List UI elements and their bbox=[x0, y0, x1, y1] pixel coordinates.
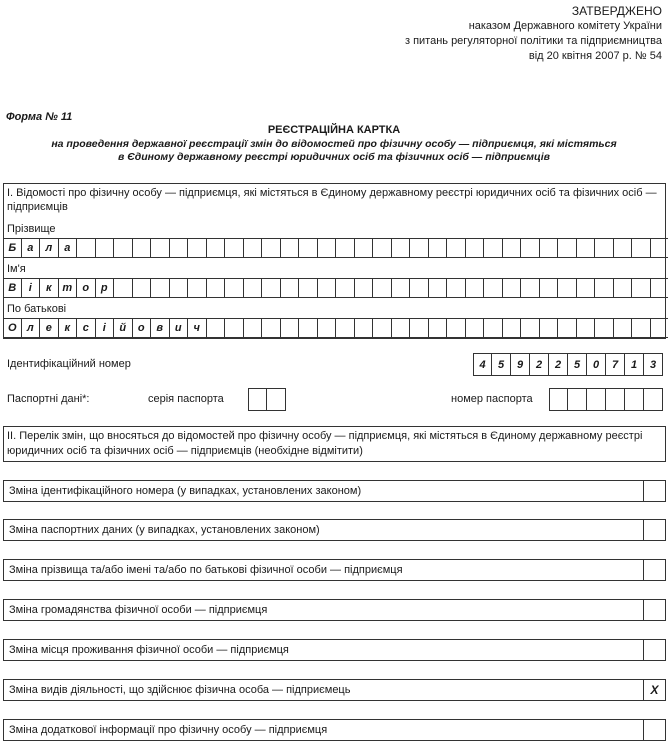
patronymic-cell[interactable] bbox=[614, 318, 633, 338]
surname-cell[interactable] bbox=[281, 238, 300, 258]
surname-cell[interactable] bbox=[151, 238, 170, 258]
id-digit-cell[interactable]: 0 bbox=[587, 353, 606, 376]
passport-series-cell[interactable] bbox=[267, 388, 286, 411]
name-cell[interactable] bbox=[225, 278, 244, 298]
surname-cell[interactable] bbox=[133, 238, 152, 258]
name-cell[interactable] bbox=[503, 278, 522, 298]
surname-cell[interactable] bbox=[484, 238, 503, 258]
surname-cell[interactable] bbox=[540, 238, 559, 258]
patronymic-cell[interactable] bbox=[262, 318, 281, 338]
surname-cell[interactable] bbox=[651, 238, 668, 258]
surname-cell[interactable] bbox=[410, 238, 429, 258]
name-cell[interactable] bbox=[151, 278, 170, 298]
name-cell[interactable] bbox=[429, 278, 448, 298]
id-number-field[interactable] bbox=[473, 353, 663, 376]
name-cell[interactable] bbox=[373, 278, 392, 298]
name-cell[interactable] bbox=[114, 278, 133, 298]
id-digit-cell[interactable]: 2 bbox=[530, 353, 549, 376]
patronymic-cell[interactable] bbox=[318, 318, 337, 338]
patronymic-cell[interactable] bbox=[595, 318, 614, 338]
surname-cell[interactable]: а bbox=[59, 238, 78, 258]
name-cell[interactable] bbox=[595, 278, 614, 298]
passport-series-label: серія паспорта bbox=[148, 393, 224, 405]
patronymic-cell[interactable]: и bbox=[170, 318, 189, 338]
patronymic-cell[interactable] bbox=[410, 318, 429, 338]
patronymic-cell[interactable] bbox=[558, 318, 577, 338]
change-label: Зміна паспортних даних (у випадках, установлених законом) bbox=[9, 524, 320, 536]
change-row bbox=[3, 599, 666, 621]
passport-number-cell[interactable] bbox=[644, 388, 663, 411]
surname-cell[interactable]: л bbox=[40, 238, 59, 258]
change-label: Зміна додаткової інформації про фізичну особу — підприємця bbox=[9, 724, 328, 736]
name-cell[interactable] bbox=[447, 278, 466, 298]
approval-heading: ЗАТВЕРДЖЕНО bbox=[571, 4, 662, 18]
name-cell[interactable]: В bbox=[3, 278, 22, 298]
id-digit-cell[interactable]: 9 bbox=[511, 353, 530, 376]
id-digit-cell[interactable]: 2 bbox=[549, 353, 568, 376]
change-row bbox=[3, 559, 666, 581]
surname-cell[interactable] bbox=[466, 238, 485, 258]
change-label: Зміна місця проживання фізичної особи — підприємця bbox=[9, 644, 289, 656]
name-cell[interactable] bbox=[540, 278, 559, 298]
patronymic-cell[interactable] bbox=[466, 318, 485, 338]
surname-cell[interactable] bbox=[96, 238, 115, 258]
patronymic-cell[interactable] bbox=[447, 318, 466, 338]
surname-cell[interactable]: Б bbox=[3, 238, 22, 258]
patronymic-cell[interactable]: ч bbox=[188, 318, 207, 338]
id-digit-cell[interactable]: 5 bbox=[568, 353, 587, 376]
form-subtitle-line-2: в Єдиному державному реєстрі юридичних осіб та фізичних осіб — підприємців bbox=[117, 151, 551, 163]
id-digit-cell[interactable]: 1 bbox=[625, 353, 644, 376]
patronymic-cell[interactable]: е bbox=[40, 318, 59, 338]
passport-number-cell[interactable] bbox=[549, 388, 568, 411]
name-cell[interactable]: і bbox=[22, 278, 41, 298]
approval-line-1: наказом Державного комітету України bbox=[468, 20, 662, 32]
name-cell[interactable] bbox=[410, 278, 429, 298]
surname-cell[interactable] bbox=[77, 238, 96, 258]
name-cell[interactable]: о bbox=[77, 278, 96, 298]
change-row bbox=[3, 679, 666, 701]
patronymic-cell[interactable] bbox=[355, 318, 374, 338]
patronymic-cell[interactable] bbox=[336, 318, 355, 338]
id-digit-cell[interactable]: 7 bbox=[606, 353, 625, 376]
surname-cell[interactable] bbox=[521, 238, 540, 258]
passport-number-cell[interactable] bbox=[568, 388, 587, 411]
surname-cell[interactable] bbox=[188, 238, 207, 258]
name-cell[interactable] bbox=[244, 278, 263, 298]
name-cell[interactable] bbox=[466, 278, 485, 298]
surname-cell[interactable] bbox=[355, 238, 374, 258]
name-cell[interactable] bbox=[207, 278, 226, 298]
name-cell[interactable] bbox=[577, 278, 596, 298]
surname-cell[interactable] bbox=[447, 238, 466, 258]
id-number-label: Ідентифікаційний номер bbox=[7, 358, 131, 370]
patronymic-cell[interactable]: О bbox=[3, 318, 22, 338]
change-checkbox[interactable] bbox=[643, 719, 666, 741]
patronymic-label: По батькові bbox=[7, 303, 67, 315]
change-checkbox[interactable] bbox=[643, 480, 666, 502]
patronymic-cell[interactable] bbox=[521, 318, 540, 338]
change-label: Зміна ідентифікаційного номера (у випадках, установлених законом) bbox=[9, 485, 362, 497]
change-row bbox=[3, 519, 666, 541]
name-cell[interactable]: р bbox=[96, 278, 115, 298]
patronymic-cell[interactable] bbox=[429, 318, 448, 338]
name-cell[interactable] bbox=[133, 278, 152, 298]
patronymic-cell[interactable]: о bbox=[133, 318, 152, 338]
name-cell[interactable] bbox=[281, 278, 300, 298]
change-label: Зміна прізвища та/або імені та/або по батькові фізичної особи — підприємця bbox=[9, 564, 403, 576]
section-1-title: I. Відомості про фізичну особу — підприємця, які містяться в Єдиному державному реєстрі юридичних осіб та фізичних осіб — підприємців bbox=[7, 187, 657, 213]
surname-cell[interactable] bbox=[595, 238, 614, 258]
name-cell[interactable] bbox=[170, 278, 189, 298]
change-checkbox[interactable] bbox=[643, 519, 666, 541]
name-cell[interactable] bbox=[484, 278, 503, 298]
name-cell[interactable] bbox=[651, 278, 668, 298]
name-cell[interactable]: т bbox=[59, 278, 78, 298]
name-cell[interactable] bbox=[355, 278, 374, 298]
surname-cell[interactable] bbox=[114, 238, 133, 258]
approval-block bbox=[405, 4, 662, 64]
passport-number-cell[interactable] bbox=[625, 388, 644, 411]
passport-series-field[interactable] bbox=[248, 388, 286, 411]
surname-cell[interactable] bbox=[299, 238, 318, 258]
surname-cell[interactable] bbox=[373, 238, 392, 258]
surname-cell[interactable] bbox=[207, 238, 226, 258]
passport-number-cell[interactable] bbox=[606, 388, 625, 411]
name-label: Ім'я bbox=[7, 263, 26, 275]
patronymic-cell[interactable] bbox=[632, 318, 651, 338]
name-cell[interactable] bbox=[336, 278, 355, 298]
name-cell[interactable]: к bbox=[40, 278, 59, 298]
name-cell[interactable] bbox=[632, 278, 651, 298]
change-row bbox=[3, 639, 666, 661]
change-checkbox[interactable] bbox=[643, 639, 666, 661]
patronymic-cell[interactable] bbox=[540, 318, 559, 338]
patronymic-cell[interactable] bbox=[503, 318, 522, 338]
approval-line-2: з питань регуляторної політики та підприємництва bbox=[404, 35, 662, 47]
id-digit-cell[interactable]: 5 bbox=[492, 353, 511, 376]
patronymic-cell[interactable] bbox=[373, 318, 392, 338]
patronymic-cell[interactable] bbox=[207, 318, 226, 338]
surname-cell[interactable] bbox=[558, 238, 577, 258]
patronymic-field[interactable] bbox=[3, 318, 668, 338]
surname-cell[interactable] bbox=[225, 238, 244, 258]
passport-number-cell[interactable] bbox=[587, 388, 606, 411]
section-2-title: II. Перелік змін, що вносяться до відомостей про фізичну особу — підприємця, які містяться в Єдиному державному реєстрі юридичних осіб та фізичних осіб — підприємців (необхідне відмітити) bbox=[7, 430, 643, 457]
passport-series-cell[interactable] bbox=[248, 388, 267, 411]
passport-number-label: номер паспорта bbox=[451, 393, 533, 405]
form-title: РЕЄСТРАЦІЙНА КАРТКА bbox=[267, 124, 401, 136]
patronymic-cell[interactable]: л bbox=[22, 318, 41, 338]
change-label: Зміна видів діяльності, що здійснює фізична особа — підприємець bbox=[9, 684, 351, 696]
name-cell[interactable] bbox=[614, 278, 633, 298]
patronymic-cell[interactable]: й bbox=[114, 318, 133, 338]
name-field[interactable] bbox=[3, 278, 668, 298]
patronymic-cell[interactable]: к bbox=[59, 318, 78, 338]
patronymic-cell[interactable]: с bbox=[77, 318, 96, 338]
surname-field[interactable] bbox=[3, 238, 668, 258]
patronymic-cell[interactable] bbox=[392, 318, 411, 338]
surname-cell[interactable] bbox=[318, 238, 337, 258]
surname-cell[interactable] bbox=[244, 238, 263, 258]
change-checkbox[interactable] bbox=[643, 599, 666, 621]
surname-cell[interactable] bbox=[392, 238, 411, 258]
change-row bbox=[3, 480, 666, 502]
passport-label: Паспортні дані*: bbox=[7, 393, 90, 405]
patronymic-cell[interactable] bbox=[299, 318, 318, 338]
name-cell[interactable] bbox=[188, 278, 207, 298]
approval-line-3: від 20 квітня 2007 р. № 54 bbox=[528, 50, 662, 62]
change-checkbox[interactable] bbox=[643, 559, 666, 581]
patronymic-cell[interactable]: і bbox=[96, 318, 115, 338]
passport-number-field[interactable] bbox=[549, 388, 663, 411]
patronymic-cell[interactable] bbox=[281, 318, 300, 338]
form-subtitle bbox=[0, 138, 668, 164]
form-number: Форма № 11 bbox=[6, 111, 73, 123]
surname-cell[interactable] bbox=[336, 238, 355, 258]
name-cell[interactable] bbox=[318, 278, 337, 298]
id-digit-cell[interactable]: 3 bbox=[644, 353, 663, 376]
patronymic-cell[interactable]: в bbox=[151, 318, 170, 338]
surname-cell[interactable] bbox=[632, 238, 651, 258]
surname-cell[interactable] bbox=[503, 238, 522, 258]
form-subtitle-line-1: на проведення державної реєстрації змін до відомостей про фізичну особу — підприємця, які містяться bbox=[51, 138, 617, 150]
name-cell[interactable] bbox=[521, 278, 540, 298]
patronymic-cell[interactable] bbox=[577, 318, 596, 338]
surname-cell[interactable] bbox=[262, 238, 281, 258]
change-checkbox[interactable]: X bbox=[643, 679, 666, 701]
surname-cell[interactable] bbox=[429, 238, 448, 258]
surname-cell[interactable] bbox=[170, 238, 189, 258]
name-cell[interactable] bbox=[392, 278, 411, 298]
surname-cell[interactable] bbox=[577, 238, 596, 258]
patronymic-cell[interactable] bbox=[225, 318, 244, 338]
change-label: Зміна громадянства фізичної особи — підприємця bbox=[9, 604, 268, 616]
change-row bbox=[3, 719, 666, 741]
id-digit-cell[interactable]: 4 bbox=[473, 353, 492, 376]
patronymic-cell[interactable] bbox=[651, 318, 668, 338]
name-cell[interactable] bbox=[262, 278, 281, 298]
surname-cell[interactable] bbox=[614, 238, 633, 258]
patronymic-cell[interactable] bbox=[484, 318, 503, 338]
name-cell[interactable] bbox=[299, 278, 318, 298]
name-cell[interactable] bbox=[558, 278, 577, 298]
patronymic-cell[interactable] bbox=[244, 318, 263, 338]
surname-label: Прізвище bbox=[7, 223, 56, 235]
surname-cell[interactable]: а bbox=[22, 238, 41, 258]
